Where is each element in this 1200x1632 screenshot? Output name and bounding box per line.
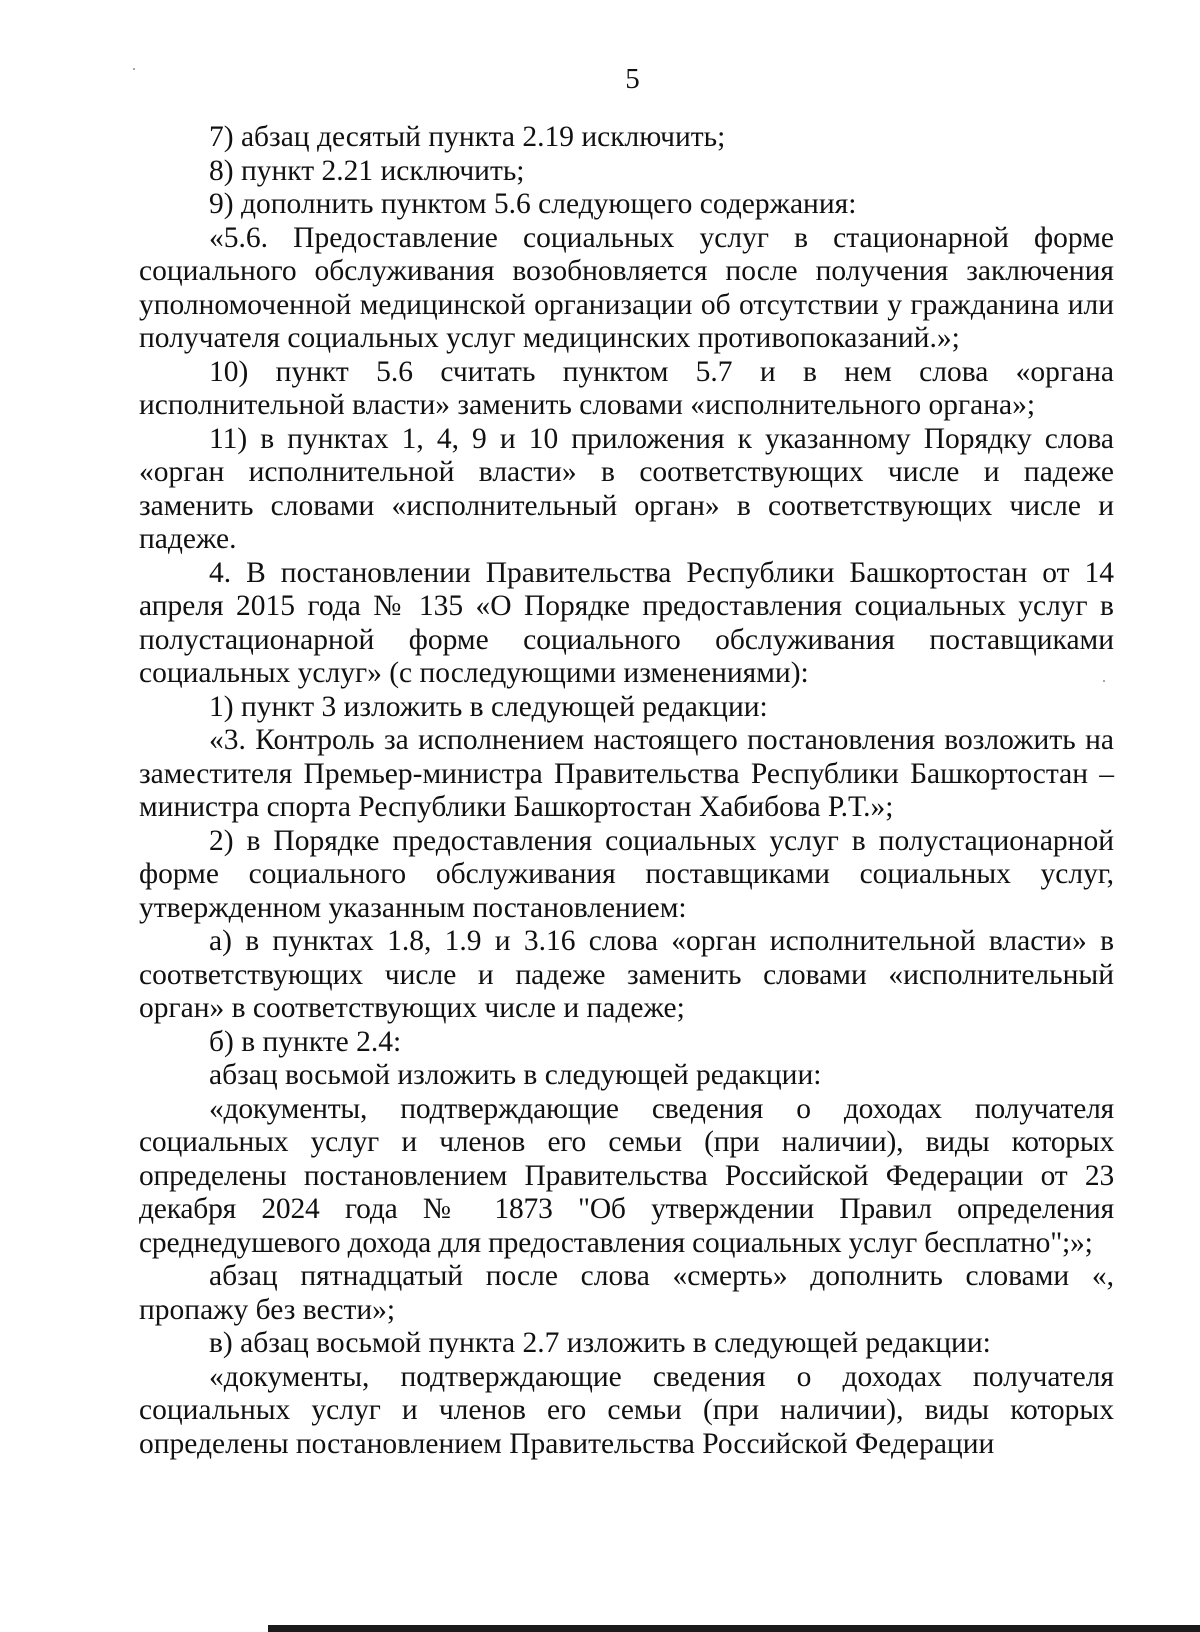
paragraph-abzac-15: абзац пятнадцатый после слова «смерть» дополнить словами «, пропажу без вести»;: [139, 1260, 1114, 1326]
paragraph-quote-documents-1: «документы, подтверждающие сведения о доходах получателя социальных услуг и членов его семьи (при наличии), виды которых определены постановлением Правительства Российской Федерации от 23 декабря 2024 года № 1873 "Об утверждении Правил определения среднедушевого дохода для предоставления социальных услуг бесплатно";»;: [139, 1092, 1114, 1259]
paragraph-quote-5-6: «5.6. Предоставление социальных услуг в стационарной форме социального обслуживания возобновляется после получения заключения уполномоченной медицинской организации об отсутствии у гражданина или получателя социальных услуг медицинских противопоказаний.»;: [139, 221, 1114, 354]
paragraph-item-9: 9) дополнить пунктом 5.6 следующего содержания:: [209, 188, 857, 220]
paragraph-abzac-8: абзац восьмой изложить в следующей редакции:: [209, 1059, 822, 1091]
paragraph-item-7: 7) абзац десятый пункта 2.19 исключить;: [209, 121, 726, 153]
paragraph-sub-a: а) в пунктах 1.8, 1.9 и 3.16 слова «орган исполнительной власти» в соответствующих числе и падеже заменить словами «исполнительный орган» в соответствующих числе и падеже;: [139, 925, 1114, 1024]
paragraph-item-8: 8) пункт 2.21 исключить;: [209, 154, 525, 187]
paragraph-sub-v: в) абзац восьмой пункта 2.7 изложить в следующей редакции:: [209, 1327, 991, 1359]
paragraph-quote-3: «3. Контроль за исполнением настоящего постановления возложить на заместителя Премьер-министра Правительства Республики Башкортостан – министра спорта Республики Башкортостан Хабибова Р.Т.»;: [139, 724, 1114, 823]
scan-speck: [1103, 680, 1105, 682]
scan-edge-line: [268, 1625, 1200, 1632]
paragraph-item-10: 10) пункт 5.6 считать пунктом 5.7 и в нем слова «органа исполнительной власти» заменить словами «исполнительного органа»;: [139, 355, 1114, 421]
paragraph-sub-2: 2) в Порядке предоставления социальных услуг в полустационарной форме социального обслуживания поставщиками социальных услуг, утвержденном указанным постановлением:: [139, 824, 1114, 924]
paragraph-sub-1: 1) пункт 3 изложить в следующей редакции:: [209, 690, 768, 723]
document-body: [139, 121, 1114, 1461]
paragraph-sub-b: б) в пункте 2.4:: [209, 1025, 402, 1058]
scan-speck: [133, 68, 135, 70]
paragraph-section-4: 4. В постановлении Правительства Республики Башкортостан от 14 апреля 2015 года № 135 «О Порядке предоставления социальных услуг в полустационарной форме социального обслуживания поставщиками социальных услуг» (с последующими изменениями):: [139, 556, 1114, 689]
paragraph-quote-documents-2: «документы, подтверждающие сведения о доходах получателя социальных услуг и членов его семьи (при наличии), виды которых определены постановлением Правительства Российской Федерации: [139, 1360, 1114, 1460]
paragraph-item-11: 11) в пунктах 1, 4, 9 и 10 приложения к указанному Порядку слова «орган исполнительной власти» в соответствующих числе и падеже заменить словами «исполнительный орган» в соответствующих числе и падеже.: [139, 422, 1114, 555]
page-number: 5: [625, 63, 640, 95]
